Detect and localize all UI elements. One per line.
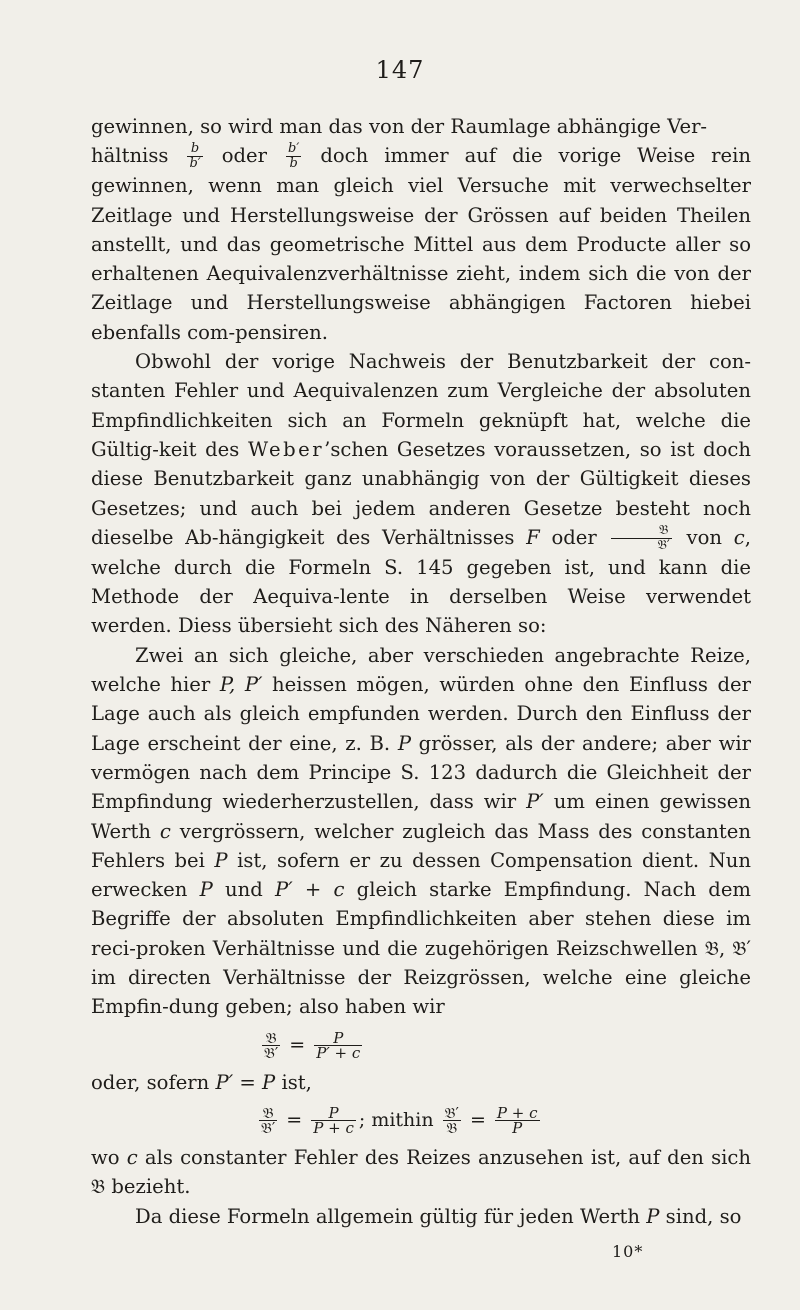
fraction-b-over-bprime: $\frac{b}{b'}$	[189, 141, 201, 172]
paragraph-3: Zwei an sich gleiche, aber verschieden angebrachte Reize, welche hier P, P′ heissen mögen, würden ohne den Einfluss der Lage auch als gleich empfunden werden. Durch den Einfluss der Lage erscheint der eine, z. B. P grösser, als der andere; aber wir vermögen nach dem Principe S. 123 dadurch die Gleichheit der Empfindung wiederherzustellen, dass wir P′ um einen gewissen Werth c vergrössern, welcher zugleich das Mass des constanten Fehlers bei P ist, sofern er zu dessen Compensation dient. Nun erwecken P und P′ + c gleich starke Empfindung. Nach dem Begriffe der absoluten Empfindlichkeiten aber stehen diese im reci-proken Verhältnisse und die zugehörigen Reizschwellen 𝔅, 𝔅′ im directen Verhältnisse der Reizgrössen, welche eine gleiche Empfin-dung geben; also haben wir	[91, 643, 752, 1019]
paragraph-1: gewinnen, so wird man das von der Raumlage abhängige Ver- hältniss $\frac{b}{b'}$ oder $\frac{b'}{b}$ doch immer auf die vorige Weise rein gewinnen, wenn man gleich viel Versuche mit verwechselter Zeitlage und Herstellungsweise der Grössen auf beiden Theilen anstellt, und das geometrische Mittel aus dem Producte aller so erhaltenen Aequivalenzverhältnisse zieht, indem sich die von der Zeitlage und Herstellungsweise abhängigen Factoren hiebei ebenfalls com-pensiren.	[91, 115, 752, 344]
paragraph-6: Da diese Formeln allgemein gültig für jeden Werth P sind, so	[135, 1204, 742, 1228]
fraction-V-over-Vprime: $\frac{\text{𝔅}}{\text{𝔅′}}$	[611, 524, 671, 553]
author-name: Weber	[247, 437, 325, 461]
paragraph-4: oder, sofern P′ = P ist,	[91, 1070, 312, 1094]
paragraph-2: Obwohl der vorige Nachweis der Benutzbarkeit der con-stanten Fehler und Aequivalenzen zum Vergleiche der absoluten Empfindlichkeiten sich an Formeln geknüpft hat, welche die Gültig-keit des Weber’schen Gesetzes voraussetzen, so ist doch diese Benutzbarkeit ganz unabhängig von der Gültigkeit dieses Gesetzes; und auch bei jedem anderen Gesetze besteht noch dieselbe Ab-hängigkeit des Verhältnisses F oder $\frac{\text{𝔅}}{\text{𝔅′}}$ von c, welche durch die Formeln S. 145 gegeben ist, und kann die Methode der Aequiva-lente in derselben Weise verwendet werden. Diess übersieht sich des Näheren so:	[91, 350, 752, 638]
body-text	[91, 112, 751, 1231]
signature-mark: 10*	[612, 1242, 644, 1261]
equation-2: $\frac{\text{𝔅}}{\text{𝔅′}}$ = $\frac{P}{P + c}$ ; mithin $\frac{\text{𝔅′}}{\text{𝔅}}$ = $\frac{P + c}{P}$	[261, 1104, 538, 1138]
fraction-bprime-over-b: $\frac{b'}{b}$	[288, 141, 300, 172]
equation-1: $\frac{\text{𝔅}}{\text{𝔅′}}$ = $\frac{P}{P' + c}$	[264, 1029, 361, 1063]
page-number: 147	[375, 56, 425, 84]
paragraph-5: wo c als constanter Fehler des Reizes anzusehen ist, auf den sich 𝔅 bezieht.	[91, 1145, 751, 1199]
